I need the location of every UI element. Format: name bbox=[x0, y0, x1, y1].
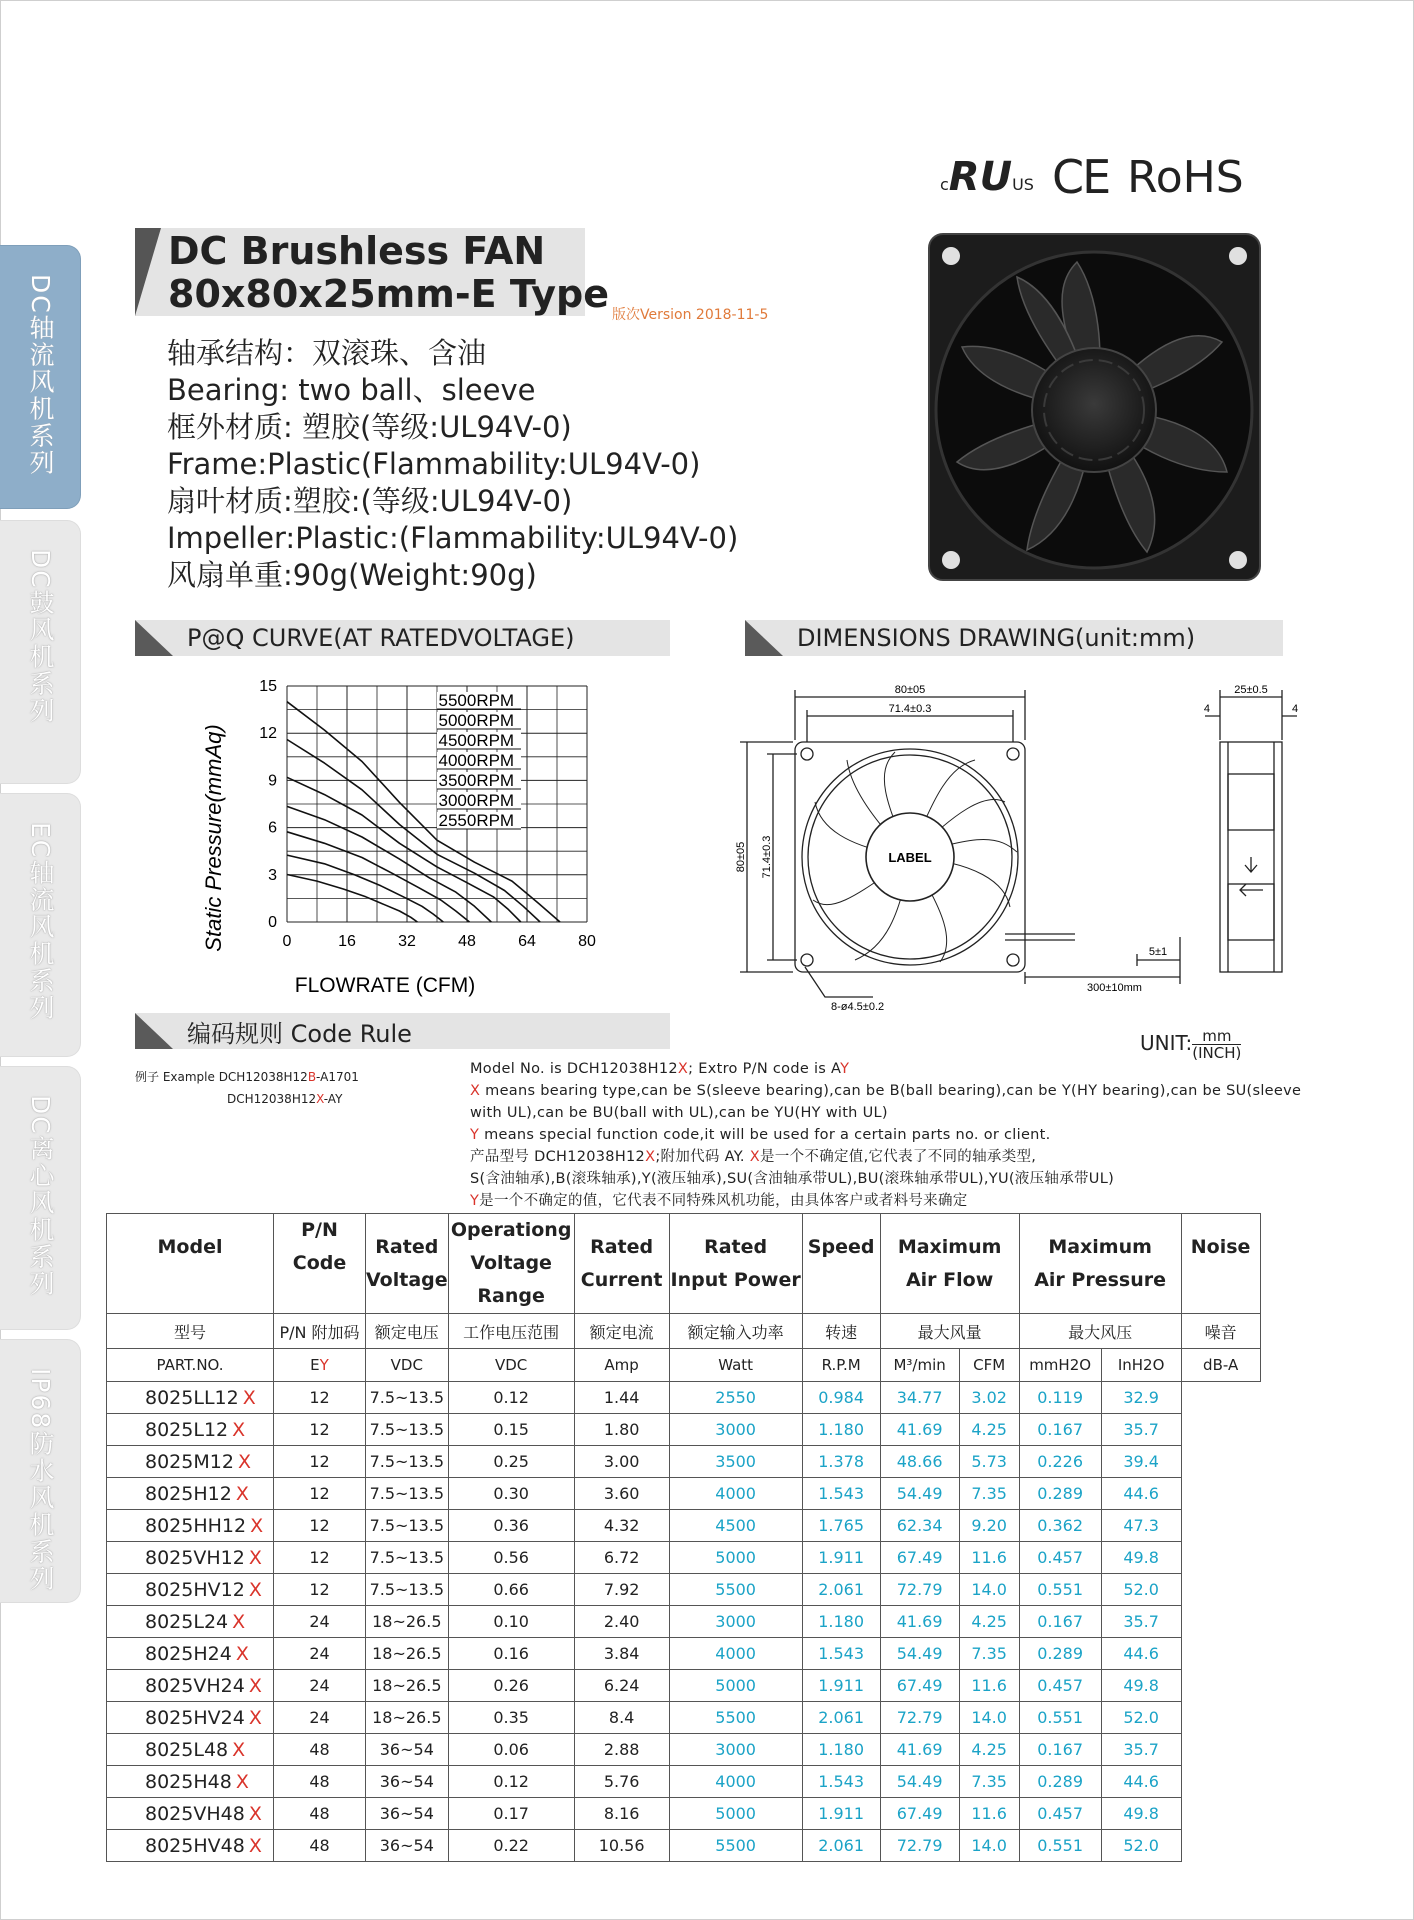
cell-rpm: 5500 bbox=[669, 1702, 802, 1734]
table-row bbox=[107, 1510, 1261, 1542]
side-tab-label: DC轴流风机系列 bbox=[26, 274, 55, 477]
ce-logo: CE bbox=[1051, 150, 1110, 204]
cell-watt: 1.80 bbox=[574, 1414, 669, 1446]
cell-inh2o: 0.289 bbox=[1019, 1766, 1101, 1798]
cell-cfm: 34.77 bbox=[880, 1382, 959, 1414]
table-row bbox=[107, 1702, 1261, 1734]
cell-inh2o: 0.457 bbox=[1019, 1798, 1101, 1830]
cell-cfm: 72.79 bbox=[880, 1830, 959, 1862]
side-tab-label: DC离心风机系列 bbox=[26, 1095, 55, 1298]
x-tick-label: 80 bbox=[578, 933, 596, 950]
y-tick-label: 3 bbox=[268, 866, 277, 884]
spec-line: Frame:Plastic(Flammability:UL94V-0) bbox=[167, 447, 701, 481]
table-body bbox=[107, 1382, 1261, 1862]
example-tail: -AY bbox=[323, 1092, 343, 1106]
cell-watt: 4.32 bbox=[574, 1510, 669, 1542]
cell-model: 8025HV48 X bbox=[107, 1830, 274, 1862]
cell-v: 12 bbox=[274, 1382, 366, 1414]
th-rated-current: Rated Current bbox=[574, 1214, 669, 1314]
cell-m3: 1.378 bbox=[802, 1446, 880, 1478]
cell-inh2o: 0.167 bbox=[1019, 1734, 1101, 1766]
cell-m3: 1.911 bbox=[802, 1542, 880, 1574]
cell-range: 7.5~13.5 bbox=[366, 1382, 449, 1414]
table-row bbox=[107, 1798, 1261, 1830]
th-voltage-range: Operationg Voltage Range bbox=[448, 1214, 574, 1314]
cell-amp: 0.30 bbox=[448, 1478, 574, 1510]
x-tick-label: 48 bbox=[458, 933, 476, 950]
cell-watt: 3.00 bbox=[574, 1446, 669, 1478]
cell-v: 12 bbox=[274, 1574, 366, 1606]
cell-mmh2o: 11.6 bbox=[959, 1670, 1019, 1702]
cell-range: 36~54 bbox=[366, 1798, 449, 1830]
cell-model: 8025VH48 X bbox=[107, 1798, 274, 1830]
cell-db: 35.7 bbox=[1101, 1606, 1181, 1638]
cell-cfm: 62.34 bbox=[880, 1510, 959, 1542]
cell-mmh2o: 9.20 bbox=[959, 1510, 1019, 1542]
cell-rpm: 3000 bbox=[669, 1414, 802, 1446]
cell-range: 18~26.5 bbox=[366, 1606, 449, 1638]
dim-depth: 25±0.5 bbox=[1234, 684, 1268, 696]
code-example bbox=[135, 1066, 359, 1110]
cell-amp: 0.25 bbox=[448, 1446, 574, 1478]
cn-header-row: 型号 P/N 附加码 额定电压 工作电压范围 额定电流 额定输入功率 转速 最大风量 最大风压 噪音 bbox=[107, 1314, 1261, 1349]
series-line-3500RPM bbox=[287, 832, 470, 922]
x-tick-label: 64 bbox=[518, 933, 536, 950]
cell-watt: 6.72 bbox=[574, 1542, 669, 1574]
cell-cfm: 48.66 bbox=[880, 1446, 959, 1478]
y-tick-label: 9 bbox=[268, 772, 277, 790]
spec-table bbox=[106, 1213, 1261, 1862]
cell-inh2o: 0.167 bbox=[1019, 1414, 1101, 1446]
side-tab-dc-blower[interactable] bbox=[0, 520, 81, 784]
cell-m3: 1.911 bbox=[802, 1670, 880, 1702]
explain-line: Y means special function code,it will be used for a certain parts no. or client. bbox=[470, 1127, 1051, 1143]
cell-model: 8025M12 X bbox=[107, 1446, 274, 1478]
dim-lead-length: 300±10mm bbox=[1087, 982, 1142, 994]
cell-amp: 0.15 bbox=[448, 1414, 574, 1446]
cell-amp: 0.10 bbox=[448, 1606, 574, 1638]
legend-label: 4500RPM bbox=[438, 731, 515, 750]
cell-range: 7.5~13.5 bbox=[366, 1510, 449, 1542]
cell-amp: 0.12 bbox=[448, 1766, 574, 1798]
cell-watt: 10.56 bbox=[574, 1830, 669, 1862]
cell-mmh2o: 7.35 bbox=[959, 1478, 1019, 1510]
cell-range: 7.5~13.5 bbox=[366, 1542, 449, 1574]
cell-v: 24 bbox=[274, 1702, 366, 1734]
cell-mmh2o: 11.6 bbox=[959, 1542, 1019, 1574]
table-row bbox=[107, 1606, 1261, 1638]
cell-amp: 0.12 bbox=[448, 1382, 574, 1414]
cell-db: 44.6 bbox=[1101, 1638, 1181, 1670]
cell-v: 48 bbox=[274, 1830, 366, 1862]
cell-cfm: 41.69 bbox=[880, 1734, 959, 1766]
th-noise: Noise bbox=[1181, 1214, 1260, 1314]
cell-inh2o: 0.362 bbox=[1019, 1510, 1101, 1542]
spec-line: Bearing: two ball、sleeve bbox=[167, 373, 536, 407]
y-tick-label: 0 bbox=[268, 914, 277, 931]
cell-v: 48 bbox=[274, 1734, 366, 1766]
cell-mmh2o: 5.73 bbox=[959, 1446, 1019, 1478]
legend-label: 4000RPM bbox=[438, 751, 515, 770]
cell-model: 8025H12 X bbox=[107, 1478, 274, 1510]
example-text: DCH12038H12 bbox=[227, 1092, 317, 1106]
cell-inh2o: 0.167 bbox=[1019, 1606, 1101, 1638]
cell-rpm: 3500 bbox=[669, 1446, 802, 1478]
cell-m3: 2.061 bbox=[802, 1702, 880, 1734]
cell-v: 12 bbox=[274, 1414, 366, 1446]
x-tick-label: 32 bbox=[398, 933, 416, 950]
explain-line: 产品型号 DCH12038H12X;附加代码 AY. X是一个不确定值,它代表了不同的轴承类型, bbox=[470, 1149, 1037, 1165]
cell-amp: 0.35 bbox=[448, 1702, 574, 1734]
cell-watt: 3.60 bbox=[574, 1478, 669, 1510]
cell-model: 8025HV12 X bbox=[107, 1574, 274, 1606]
cell-mmh2o: 4.25 bbox=[959, 1734, 1019, 1766]
spec-line: 扇叶材质:塑胶:(等级:UL94V-0) bbox=[167, 484, 573, 518]
fan-label-text: LABEL bbox=[888, 850, 932, 865]
header-row bbox=[107, 1214, 1261, 1314]
cell-db: 52.0 bbox=[1101, 1702, 1181, 1734]
cell-cfm: 54.49 bbox=[880, 1478, 959, 1510]
cell-inh2o: 0.551 bbox=[1019, 1830, 1101, 1862]
cell-amp: 0.22 bbox=[448, 1830, 574, 1862]
th-speed: Speed bbox=[802, 1214, 880, 1314]
cell-mmh2o: 4.25 bbox=[959, 1606, 1019, 1638]
explain-line: S(含油轴承),B(滚珠轴承),Y(液压轴承),SU(含油轴承带UL),BU(滚珠轴承带UL),YU(液压轴承带UL) bbox=[470, 1171, 1115, 1187]
cell-v: 12 bbox=[274, 1510, 366, 1542]
y-tick-label: 6 bbox=[268, 819, 277, 837]
cell-watt: 6.24 bbox=[574, 1670, 669, 1702]
cell-rpm: 5000 bbox=[669, 1670, 802, 1702]
cell-mmh2o: 7.35 bbox=[959, 1766, 1019, 1798]
cell-range: 7.5~13.5 bbox=[366, 1414, 449, 1446]
cell-range: 36~54 bbox=[366, 1766, 449, 1798]
cell-mmh2o: 7.35 bbox=[959, 1638, 1019, 1670]
table-row bbox=[107, 1734, 1261, 1766]
cell-cfm: 67.49 bbox=[880, 1670, 959, 1702]
legend-label: 3500RPM bbox=[438, 771, 515, 790]
title-line2: 80x80x25mm-E Type bbox=[168, 272, 609, 316]
cell-m3: 1.543 bbox=[802, 1638, 880, 1670]
cell-rpm: 4000 bbox=[669, 1638, 802, 1670]
cell-db: 52.0 bbox=[1101, 1574, 1181, 1606]
cell-rpm: 4500 bbox=[669, 1510, 802, 1542]
example-line1 bbox=[135, 1066, 359, 1088]
section-marker bbox=[745, 620, 783, 656]
th-rated-voltage: Rated Voltage bbox=[366, 1214, 449, 1314]
example-code-x: X bbox=[316, 1092, 324, 1106]
y-tick-label: 15 bbox=[259, 678, 277, 695]
unit-num: mm bbox=[1192, 1028, 1241, 1045]
side-tab-label: IP68防水风机系列 bbox=[26, 1368, 55, 1593]
cell-m3: 0.984 bbox=[802, 1382, 880, 1414]
cell-db: 32.9 bbox=[1101, 1382, 1181, 1414]
table-row bbox=[107, 1382, 1261, 1414]
cell-rpm: 2550 bbox=[669, 1382, 802, 1414]
cell-m3: 1.180 bbox=[802, 1606, 880, 1638]
cell-cfm: 54.49 bbox=[880, 1766, 959, 1798]
cell-mmh2o: 14.0 bbox=[959, 1830, 1019, 1862]
cell-model: 8025VH24 X bbox=[107, 1670, 274, 1702]
section-title: 编码规则 Code Rule bbox=[187, 1019, 412, 1048]
cell-m3: 1.180 bbox=[802, 1734, 880, 1766]
section-title: P@Q CURVE(AT RATEDVOLTAGE) bbox=[187, 624, 575, 652]
example-text: 例子 Example DCH12038H12 bbox=[135, 1070, 308, 1084]
cell-db: 39.4 bbox=[1101, 1446, 1181, 1478]
units-row: PART.NO. EY VDC VDC Amp Watt R.P.M M³/min CFM mmH2O InH2O dB-A bbox=[107, 1349, 1261, 1382]
spec-line: 风扇单重:90g(Weight:90g) bbox=[167, 558, 537, 592]
example-tail: -A1701 bbox=[316, 1070, 359, 1084]
cell-m3: 2.061 bbox=[802, 1830, 880, 1862]
side-tab-label: EC轴流风机系列 bbox=[26, 822, 55, 1022]
cell-v: 12 bbox=[274, 1446, 366, 1478]
cell-watt: 3.84 bbox=[574, 1638, 669, 1670]
cell-db: 35.7 bbox=[1101, 1414, 1181, 1446]
cell-range: 18~26.5 bbox=[366, 1670, 449, 1702]
cell-db: 47.3 bbox=[1101, 1510, 1181, 1542]
section-marker bbox=[135, 620, 173, 656]
cell-v: 12 bbox=[274, 1542, 366, 1574]
cell-rpm: 4000 bbox=[669, 1478, 802, 1510]
cell-m3: 1.543 bbox=[802, 1766, 880, 1798]
cell-range: 7.5~13.5 bbox=[366, 1478, 449, 1510]
cell-m3: 1.765 bbox=[802, 1510, 880, 1542]
cell-range: 36~54 bbox=[366, 1734, 449, 1766]
section-title: DIMENSIONS DRAWING(unit:mm) bbox=[797, 624, 1196, 652]
cell-mmh2o: 3.02 bbox=[959, 1382, 1019, 1414]
dim-inner-width: 71.4±0.3 bbox=[888, 703, 932, 715]
cell-watt: 2.40 bbox=[574, 1606, 669, 1638]
cell-cfm: 41.69 bbox=[880, 1606, 959, 1638]
cell-amp: 0.56 bbox=[448, 1542, 574, 1574]
table-row bbox=[107, 1446, 1261, 1478]
explain-line: X means bearing type,can be S(sleeve bearing),can be B(ball bearing),can be Y(HY bearing),can be SU(sleeve with UL),can be BU(ball with UL),can be YU(HY with UL) bbox=[470, 1083, 1302, 1121]
cell-mmh2o: 11.6 bbox=[959, 1798, 1019, 1830]
legend-label: 5000RPM bbox=[438, 711, 515, 730]
cell-model: 8025HV24 X bbox=[107, 1702, 274, 1734]
cell-rpm: 5000 bbox=[669, 1798, 802, 1830]
side-tab-ec-axial[interactable] bbox=[0, 793, 81, 1057]
side-tab-dc-centrifugal[interactable] bbox=[0, 1066, 81, 1330]
dim-flange-right: 4 bbox=[1292, 703, 1299, 715]
table-row bbox=[107, 1766, 1261, 1798]
cell-rpm: 3000 bbox=[669, 1606, 802, 1638]
cell-watt: 2.88 bbox=[574, 1734, 669, 1766]
cell-m3: 1.180 bbox=[802, 1414, 880, 1446]
table-row bbox=[107, 1670, 1261, 1702]
cell-mmh2o: 14.0 bbox=[959, 1574, 1019, 1606]
cell-m3: 2.061 bbox=[802, 1574, 880, 1606]
dim-outer-width: 80±05 bbox=[894, 684, 926, 696]
table-row bbox=[107, 1830, 1261, 1862]
cell-range: 7.5~13.5 bbox=[366, 1446, 449, 1478]
spec-line: Impeller:Plastic:(Flammability:UL94V-0) bbox=[167, 521, 739, 555]
cell-range: 18~26.5 bbox=[366, 1638, 449, 1670]
cell-v: 24 bbox=[274, 1606, 366, 1638]
explain-line: Model No. is DCH12038H12X; Extro P/N code is AY bbox=[470, 1061, 850, 1077]
table-row bbox=[107, 1478, 1261, 1510]
cell-mmh2o: 14.0 bbox=[959, 1702, 1019, 1734]
legend-label: 5500RPM bbox=[438, 691, 515, 710]
dim-outer-height: 80±05 bbox=[735, 841, 747, 873]
x-axis-label: FLOWRATE (CFM) bbox=[294, 974, 476, 997]
th-pn-code: P/N Code bbox=[274, 1214, 366, 1314]
cell-m3: 1.543 bbox=[802, 1478, 880, 1510]
fan-photo bbox=[927, 232, 1262, 584]
table-row bbox=[107, 1542, 1261, 1574]
cell-v: 48 bbox=[274, 1798, 366, 1830]
cell-watt: 7.92 bbox=[574, 1574, 669, 1606]
cell-watt: 8.16 bbox=[574, 1798, 669, 1830]
y-axis-label: Static Pressure(mmAq) bbox=[201, 724, 226, 952]
product-title bbox=[168, 230, 609, 316]
pq-curve-chart bbox=[195, 672, 625, 1012]
title-line1: DC Brushless FAN bbox=[168, 229, 546, 273]
cell-rpm: 5500 bbox=[669, 1574, 802, 1606]
y-tick-label: 12 bbox=[259, 725, 277, 743]
dim-holes: 8-ø4.5±0.2 bbox=[831, 1001, 885, 1013]
side-tab-dc-axial[interactable] bbox=[0, 245, 81, 509]
cell-rpm: 3000 bbox=[669, 1734, 802, 1766]
cell-db: 49.8 bbox=[1101, 1798, 1181, 1830]
cell-mmh2o: 4.25 bbox=[959, 1414, 1019, 1446]
spec-list bbox=[167, 335, 738, 594]
cell-model: 8025HH12 X bbox=[107, 1510, 274, 1542]
spec-line: 框外材质: 塑胶(等级:UL94V-0) bbox=[167, 410, 572, 444]
cell-range: 36~54 bbox=[366, 1830, 449, 1862]
cell-cfm: 67.49 bbox=[880, 1798, 959, 1830]
x-tick-label: 0 bbox=[282, 933, 292, 950]
cell-model: 8025L24 X bbox=[107, 1606, 274, 1638]
cell-rpm: 5500 bbox=[669, 1830, 802, 1862]
section-header-dims bbox=[745, 620, 1283, 656]
cell-m3: 1.911 bbox=[802, 1798, 880, 1830]
cell-inh2o: 0.457 bbox=[1019, 1542, 1101, 1574]
th-air-flow: Maximum Air Flow bbox=[880, 1214, 1019, 1314]
spec-line: 轴承结构：双滚珠、含油 bbox=[167, 336, 487, 370]
unit-den: (INCH) bbox=[1192, 1044, 1242, 1062]
rohs-logo: RoHS bbox=[1127, 151, 1244, 203]
cell-db: 44.6 bbox=[1101, 1766, 1181, 1798]
example-code-b: B bbox=[307, 1070, 317, 1084]
cell-watt: 8.4 bbox=[574, 1702, 669, 1734]
unit-note bbox=[1140, 1028, 1241, 1061]
cell-db: 52.0 bbox=[1101, 1830, 1181, 1862]
cell-v: 12 bbox=[274, 1478, 366, 1510]
table-row bbox=[107, 1574, 1261, 1606]
x-tick-label: 16 bbox=[338, 933, 356, 950]
cell-inh2o: 0.289 bbox=[1019, 1478, 1101, 1510]
cell-rpm: 4000 bbox=[669, 1766, 802, 1798]
dim-flange-left: 4 bbox=[1203, 703, 1210, 715]
cell-amp: 0.16 bbox=[448, 1638, 574, 1670]
title-accent bbox=[135, 228, 161, 316]
cell-watt: 5.76 bbox=[574, 1766, 669, 1798]
unit-fraction bbox=[1192, 1028, 1241, 1061]
cell-range: 18~26.5 bbox=[366, 1702, 449, 1734]
cell-range: 7.5~13.5 bbox=[366, 1574, 449, 1606]
dim-lead-strip: 5±1 bbox=[1148, 946, 1168, 958]
unit-prefix: UNIT: bbox=[1140, 1031, 1193, 1055]
cell-db: 35.7 bbox=[1101, 1734, 1181, 1766]
pn-code-cell: EY bbox=[274, 1349, 366, 1382]
table-row bbox=[107, 1638, 1261, 1670]
section-marker bbox=[135, 1013, 173, 1049]
cell-db: 44.6 bbox=[1101, 1478, 1181, 1510]
cell-model: 8025LL12 X bbox=[107, 1382, 274, 1414]
code-rule-explanation bbox=[470, 1058, 1320, 1212]
cell-inh2o: 0.226 bbox=[1019, 1446, 1101, 1478]
th-model: Model bbox=[107, 1214, 274, 1314]
cell-db: 49.8 bbox=[1101, 1542, 1181, 1574]
section-header-pq bbox=[135, 620, 670, 656]
certification-marks bbox=[940, 150, 1244, 204]
section-header-code bbox=[135, 1013, 670, 1049]
cell-cfm: 72.79 bbox=[880, 1574, 959, 1606]
table-row bbox=[107, 1414, 1261, 1446]
cell-model: 8025L12 X bbox=[107, 1414, 274, 1446]
cell-inh2o: 0.289 bbox=[1019, 1638, 1101, 1670]
cell-amp: 0.66 bbox=[448, 1574, 574, 1606]
cell-amp: 0.17 bbox=[448, 1798, 574, 1830]
legend-label: 3000RPM bbox=[438, 791, 515, 810]
cell-inh2o: 0.551 bbox=[1019, 1574, 1101, 1606]
cell-inh2o: 0.457 bbox=[1019, 1670, 1101, 1702]
example-line2 bbox=[135, 1088, 359, 1110]
cell-amp: 0.36 bbox=[448, 1510, 574, 1542]
th-input-power: Rated Input Power bbox=[669, 1214, 802, 1314]
cell-model: 8025L48 X bbox=[107, 1734, 274, 1766]
cell-v: 24 bbox=[274, 1670, 366, 1702]
cell-cfm: 67.49 bbox=[880, 1542, 959, 1574]
side-tab-ip68[interactable] bbox=[0, 1339, 81, 1603]
cell-cfm: 72.79 bbox=[880, 1702, 959, 1734]
cell-rpm: 5000 bbox=[669, 1542, 802, 1574]
cell-cfm: 41.69 bbox=[880, 1414, 959, 1446]
th-air-pressure: Maximum Air Pressure bbox=[1019, 1214, 1181, 1314]
cell-v: 48 bbox=[274, 1766, 366, 1798]
cell-amp: 0.06 bbox=[448, 1734, 574, 1766]
cell-inh2o: 0.551 bbox=[1019, 1702, 1101, 1734]
cell-model: 8025H24 X bbox=[107, 1638, 274, 1670]
version-label: 版次Version 2018-11-5 bbox=[612, 307, 769, 323]
ul-logo: cRUUS bbox=[940, 154, 1034, 200]
cell-model: 8025VH12 X bbox=[107, 1542, 274, 1574]
cell-watt: 1.44 bbox=[574, 1382, 669, 1414]
cell-amp: 0.26 bbox=[448, 1670, 574, 1702]
cell-model: 8025H48 X bbox=[107, 1766, 274, 1798]
cell-db: 49.8 bbox=[1101, 1670, 1181, 1702]
dim-inner-height: 71.4±0.3 bbox=[761, 835, 773, 879]
cell-cfm: 54.49 bbox=[880, 1638, 959, 1670]
cell-inh2o: 0.119 bbox=[1019, 1382, 1101, 1414]
legend-label: 2550RPM bbox=[438, 811, 515, 830]
cell-v: 24 bbox=[274, 1638, 366, 1670]
explain-line: Y是一个不确定的值，它代表不同特殊风机功能，由具体客户或者料号来确定 bbox=[470, 1193, 968, 1209]
side-tab-label: DC鼓风机系列 bbox=[26, 549, 55, 725]
dimensions-drawing bbox=[735, 672, 1299, 1017]
